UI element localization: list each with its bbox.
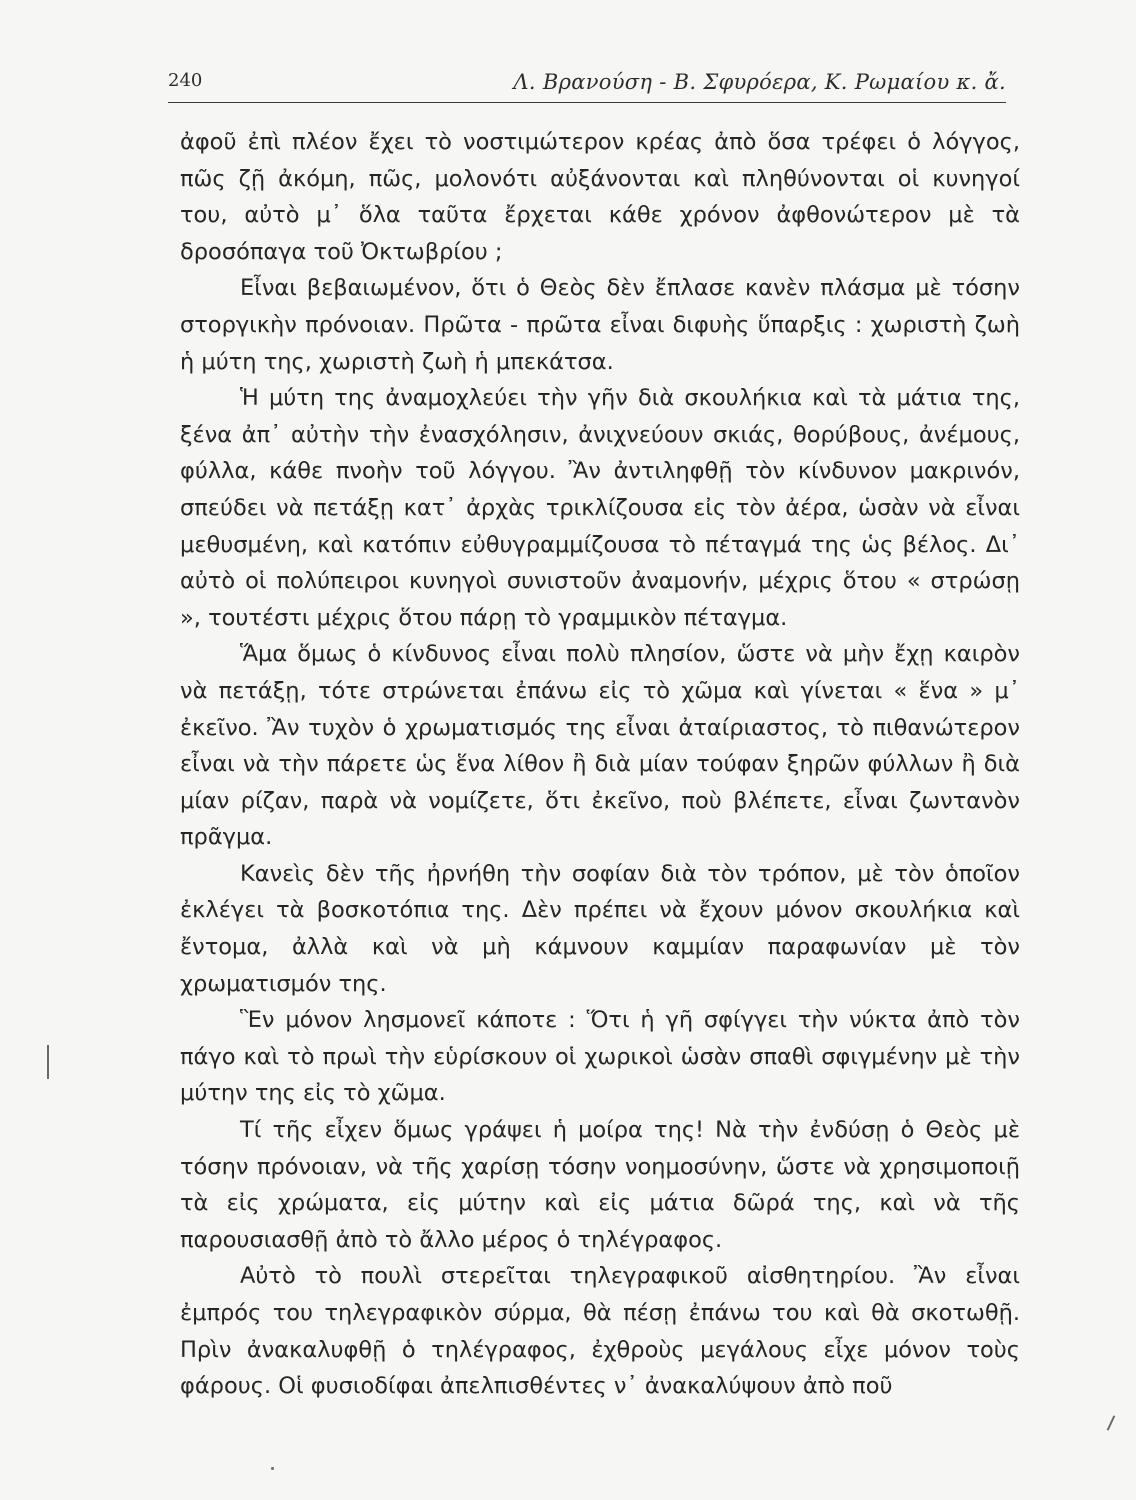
margin-mark xyxy=(47,1045,49,1079)
running-head: Λ. Βρανούση - Β. Σφυρόερα, Κ. Ρωμαίου κ. ἄ. xyxy=(513,70,1006,94)
page-number: 240 xyxy=(168,70,203,91)
body-text xyxy=(180,124,1020,1405)
paragraph: Ἅμα ὅμως ὁ κίνδυνος εἶναι πολὺ πλησίον, ὥστε νὰ μὴν ἔχῃ καιρὸν νὰ πετάξῃ, τότε στρώνεται ἐπάνω εἰς τὸ χῶμα καὶ γίνεται « ἕνα » μ᾽ ἐκεῖνο. Ἂν τυχὸν ὁ χρωματισμός της εἶναι ἀταίριαστος, τὸ πιθανώτερον εἶναι νὰ τὴν πάρετε ὡς ἕνα λίθον ἢ διὰ μίαν τούφαν ξηρῶν φύλλων ἢ διὰ μίαν ρίζαν, παρὰ νὰ νομίζετε, ὅτι ἐκεῖνο, ποὺ βλέπετε, εἶναι ζωντανὸν πρᾶγμα. xyxy=(180,641,1020,851)
paragraph: Εἶναι βεβαιωμένον, ὅτι ὁ Θεὸς δὲν ἔπλασε κανὲν πλάσμα μὲ τόσην στοργικὴν πρόνοιαν. Πρῶτα - πρῶτα εἶναι διφυὴς ὕπαρξις : χωριστὴ ζωὴ ἡ μύτη της, χωριστὴ ζωὴ ἡ μπεκάτσα. xyxy=(180,275,1020,375)
margin-mark xyxy=(271,1467,274,1470)
margin-mark xyxy=(1107,1415,1116,1430)
paragraph: Τί τῆς εἶχεν ὅμως γράψει ἡ μοίρα της! Νὰ τὴν ἐνδύσῃ ὁ Θεὸς μὲ τόσην πρόνοιαν, νὰ τῆς χαρίσῃ τόσην νοημοσύνην, ὥστε νὰ χρησιμοποιῇ τὰ εἰς χρώματα, εἰς μύτην καὶ εἰς μάτια δῶρά της, καὶ νὰ τῆς παρουσιασθῇ ἀπὸ τὸ ἄλλο μέρος ὁ τηλέγραφος. xyxy=(180,1117,1020,1253)
paragraph: Κανεὶς δὲν τῆς ἠρνήθη τὴν σοφίαν διὰ τὸν τρόπον, μὲ τὸν ὁποῖον ἐκλέγει τὰ βοσκοτόπια της. Δὲν πρέπει νὰ ἔχουν μόνον σκουλήκια καὶ ἔντομα, ἀλλὰ καὶ νὰ μὴ κάμνουν καμμίαν παραφωνίαν μὲ τὸν χρωματισμόν της. xyxy=(180,860,1020,997)
paragraph: Ἓν μόνον λησμονεῖ κάποτε : Ὅτι ἡ γῆ σφίγγει τὴν νύκτα ἀπὸ τὸν πάγο καὶ τὸ πρωὶ τὴν εὑρίσκουν οἱ χωρικοὶ ὡσὰν σπαθὶ σφιγμένην μὲ τὴν μύτην της εἰς τὸ χῶμα. xyxy=(180,1007,1020,1107)
paragraph: Ἡ μύτη της ἀναμοχλεύει τὴν γῆν διὰ σκουλήκια καὶ τὰ μάτια της, ξένα ἀπ᾽ αὐτὴν τὴν ἐνασχόλησιν, ἀνιχνεύουν σκιάς, θορύβους, ἀνέμους, φύλλα, κάθε πνοὴν τοῦ λόγγου. Ἂν ἀντιληφθῇ τὸν κίνδυνον μακρινόν, σπεύδει νὰ πετάξῃ κατ᾽ ἀρχὰς τρικλίζουσα εἰς τὸν ἀέρα, ὡσὰν νὰ εἶναι μεθυσμένη, καὶ κατόπιν εὐθυγραμμίζουσα τὸ πέταγμά της ὡς βέλος. Δι᾽ αὐτὸ οἱ πολύπειροι κυνηγοὶ συνιστοῦν ἀναμονήν, μέχρις ὅτου « στρώσῃ », τουτέστι μέχρις ὅτου πάρῃ τὸ γραμμικὸν πέταγμα. xyxy=(180,385,1020,631)
page-header xyxy=(168,70,1006,103)
paragraph: Αὐτὸ τὸ πουλὶ στερεῖται τηλεγραφικοῦ αἰσθητηρίου. Ἂν εἶναι ἐμπρός του τηλεγραφικὸν σύρμα, θὰ πέσῃ ἐπάνω του καὶ θὰ σκοτωθῇ. Πρὶν ἀνακαλυφθῇ ὁ τηλέγραφος, ἐχθροὺς μεγάλους εἶχε μόνον τοὺς φάρους. Οἱ φυσιοδίφαι ἀπελπισθέντες ν᾽ ἀνακαλύψουν ἀπὸ ποῦ xyxy=(180,1263,1020,1400)
paragraph: ἀφοῦ ἐπὶ πλέον ἔχει τὸ νοστιμώτερον κρέας ἀπὸ ὅσα τρέφει ὁ λόγγος, πῶς ζῇ ἀκόμη, πῶς, μολονότι αὐξάνονται καὶ πληθύνονται οἱ κυνηγοί του, αὐτὸ μ᾽ ὅλα ταῦτα ἔρχεται κάθε χρόνον ἀφθονώτερον μὲ τὰ δροσόπαγα τοῦ Ὀκτωβρίου ; xyxy=(180,129,1020,265)
